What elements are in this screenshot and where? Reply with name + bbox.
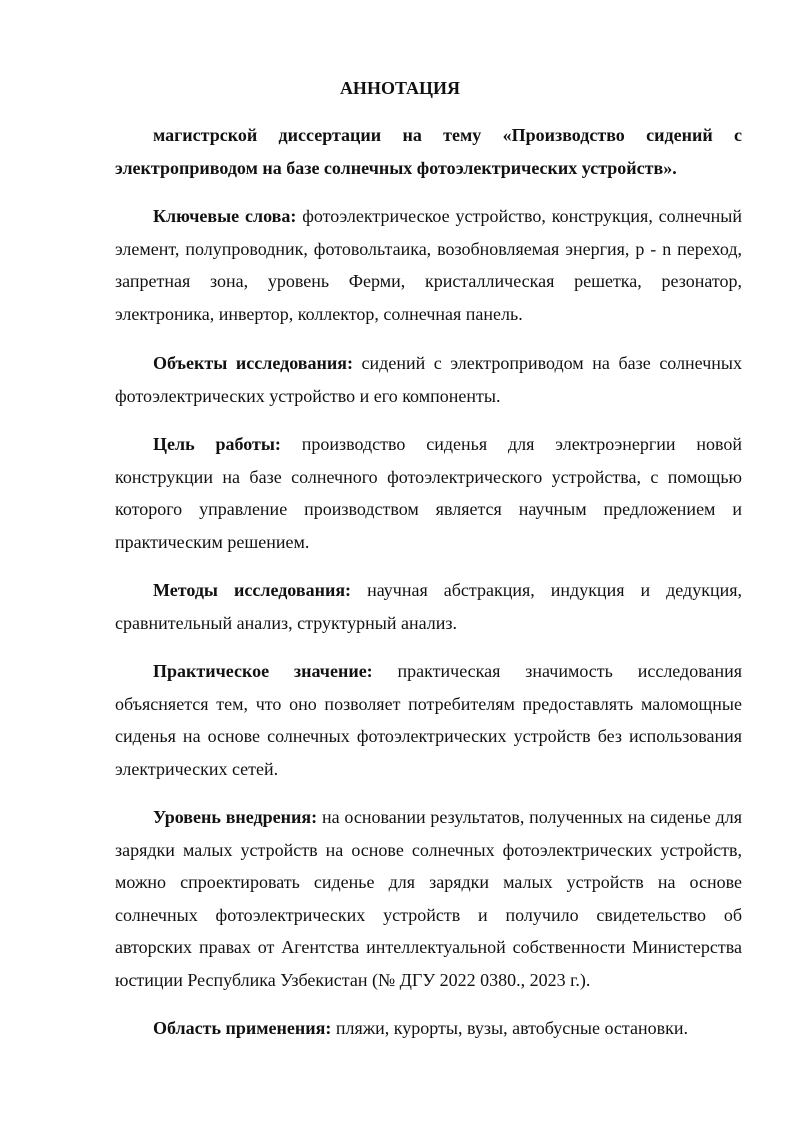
research-methods-label: Методы исследования: (153, 580, 352, 600)
work-goal-paragraph (115, 428, 742, 558)
implementation-level-label: Уровень внедрения: (153, 807, 318, 827)
work-goal-text: производство сиденья для электроэнергии новой конструкции на базе солнечного фотоэлектрического устройства, с помощью которого управление производством является научным предложением и практическим решением. (115, 434, 742, 552)
page-title: АННОТАЦИЯ (339, 78, 461, 98)
implementation-level-paragraph (115, 801, 742, 996)
research-objects-paragraph (115, 347, 742, 412)
research-methods-paragraph (115, 574, 742, 639)
keywords-label: Ключевые слова: (153, 206, 297, 226)
research-objects-text: сидений с электроприводом на базе солнечных фотоэлектрических устройство и его компоненты. (115, 353, 743, 406)
application-area-label: Область применения: (153, 1018, 332, 1038)
keywords-paragraph (115, 200, 742, 330)
research-methods-text: научная абстракция, индукция и дедукция, сравнительный анализ, структурный анализ. (115, 580, 742, 633)
application-area-paragraph (115, 1012, 742, 1045)
practical-significance-text: практическая значимость исследования объясняется тем, что оно позволяет потребителям предоставлять маломощные сиденья на основе солнечных фотоэлектрических устройств без использования электрических сетей. (115, 661, 743, 779)
application-area-text: пляжи, курорты, вузы, автобусные остановки. (335, 1018, 688, 1038)
practical-significance-paragraph (115, 655, 742, 785)
implementation-level-text: на основании результатов, полученных на сиденье для зарядки малых устройств на основе солнечных фотоэлектрических устройств, можно спроектировать сиденье для зарядки малых устройств на основе солнечных фотоэлектрических устройств и получило свидетельство об авторских правах от Агентства интеллектуальной собственности Министерства юстиции Республика Узбекистан (№ ДГУ 2022 0380., 2023 г.). (115, 807, 742, 990)
research-objects-label: Объекты исследования: (153, 353, 353, 373)
work-goal-label: Цель работы: (153, 434, 281, 454)
thesis-topic-paragraph: магистрской диссертации на тему «Производство сидений с электроприводом на базе солнечных фотоэлектрических устройств». (115, 125, 742, 178)
practical-significance-label: Практическое значение: (153, 661, 373, 681)
keywords-text: фотоэлектрическое устройство, конструкция, солнечный элемент, полупроводник, фотовольтаика, возобновляемая энергия, p - n переход, запретная зона, уровень Ферми, кристаллическая решетка, резонатор, электроника, инвертор, коллектор, солнечная панель. (115, 206, 743, 324)
